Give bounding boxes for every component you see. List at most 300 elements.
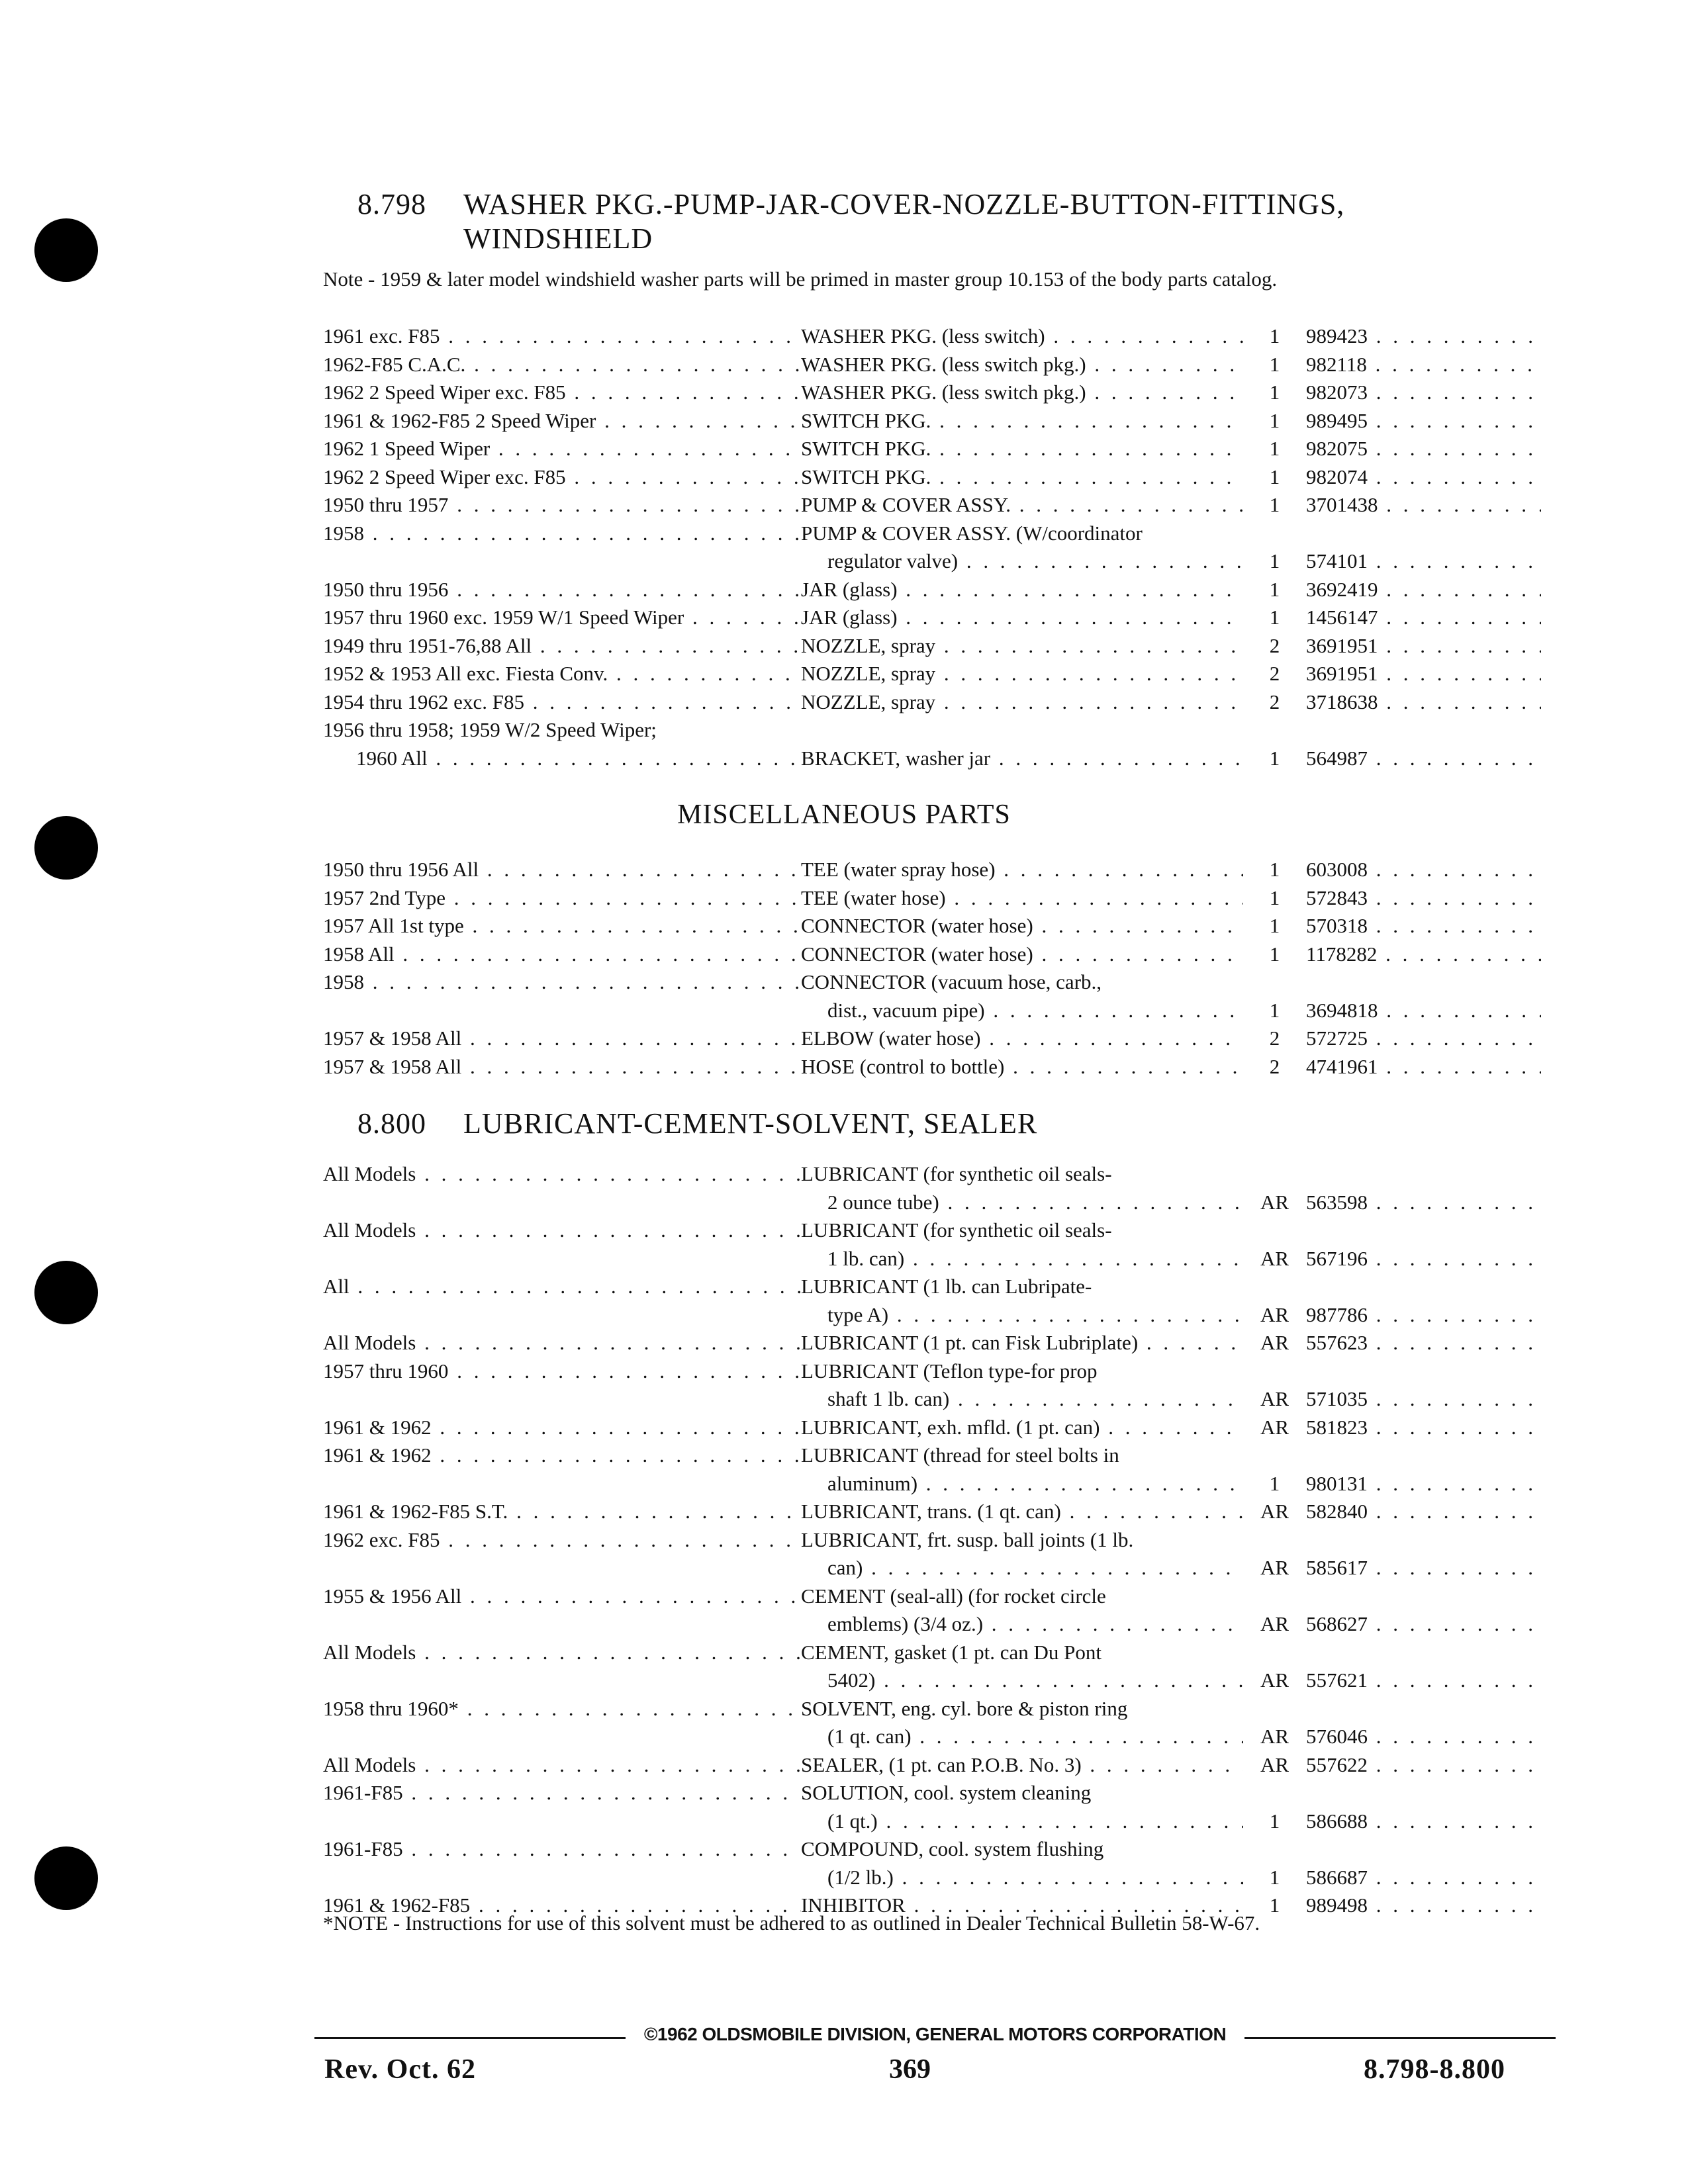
- quantity-cell: [1243, 1329, 1306, 1357]
- model-line: [323, 463, 801, 492]
- part-line: [801, 884, 1243, 913]
- model-cell: [323, 1498, 801, 1526]
- quantity-cell: [1243, 407, 1306, 435]
- model-cell: [323, 688, 801, 717]
- leader-dots: [1368, 1472, 1541, 1495]
- leader-dots: [1368, 858, 1541, 881]
- part-name-cell: [801, 351, 1243, 379]
- part-text: LUBRICANT (thread for steel bolts in: [801, 1443, 1119, 1467]
- table-row: [323, 1024, 1541, 1053]
- part-number-text: 570318: [1306, 914, 1368, 937]
- part-line: [801, 576, 1243, 604]
- model-line: [323, 688, 801, 717]
- table-row: [323, 1639, 1541, 1695]
- leader-dots: [416, 1218, 801, 1242]
- part-text: SOLVENT, eng. cyl. bore & piston ring: [801, 1696, 1128, 1720]
- leader-dots: [980, 1026, 1243, 1050]
- leader-dots: [983, 1612, 1243, 1635]
- misc-parts-table: [323, 856, 1541, 1081]
- part-text: LUBRICANT (1 lb. can Lubripate-: [801, 1275, 1092, 1298]
- leader-dots: [1033, 942, 1243, 966]
- part-line: [801, 856, 1243, 884]
- leader-dots: [958, 549, 1243, 572]
- part-number-cell: [1306, 716, 1541, 772]
- model-cell: [323, 940, 801, 969]
- part-number-text: 586687: [1306, 1865, 1368, 1889]
- part-number-line: [1306, 940, 1541, 969]
- part-line: [801, 1582, 1243, 1611]
- model-cell: [323, 1053, 801, 1081]
- quantity-cell: [1243, 491, 1306, 520]
- part-number-cell: [1306, 940, 1541, 969]
- part-number-line: [1306, 660, 1541, 688]
- part-line: [801, 463, 1243, 492]
- part-line: [801, 912, 1243, 940]
- leader-dots: [935, 634, 1243, 657]
- model-cell: [323, 1526, 801, 1582]
- part-number-cell: [1306, 884, 1541, 913]
- model-line: [323, 1554, 801, 1582]
- part-number-text: 982073: [1306, 381, 1368, 404]
- quantity-cell: [1243, 660, 1306, 688]
- quantity-cell: [1243, 884, 1306, 913]
- leader-dots: [465, 353, 801, 376]
- part-line: [801, 1329, 1243, 1357]
- part-number-text: 982118: [1306, 352, 1367, 376]
- quantity-text: 1: [1269, 324, 1280, 347]
- quantity-text: AR: [1260, 1500, 1289, 1523]
- part-line: [801, 1526, 1243, 1555]
- part-name-cell: [801, 1751, 1243, 1780]
- model-line: [323, 1053, 801, 1081]
- table-row: [323, 1582, 1541, 1639]
- quantity-text: 1: [1269, 493, 1280, 516]
- part-line: [801, 1273, 1243, 1301]
- table-row: [323, 407, 1541, 435]
- leader-dots: [912, 1725, 1243, 1748]
- model-line: [323, 1189, 801, 1217]
- model-cell: [323, 407, 801, 435]
- quantity-text: 1: [1269, 408, 1280, 432]
- quantity-cell: [1243, 1582, 1306, 1639]
- leader-dots: [904, 1247, 1243, 1270]
- leader-dots: [949, 1387, 1243, 1410]
- leader-dots: [878, 1809, 1243, 1833]
- part-text: (1 qt. can): [827, 1725, 912, 1748]
- part-number-line: [1306, 1554, 1541, 1582]
- table-row: [323, 1053, 1541, 1081]
- quantity-text: 2: [1269, 1054, 1280, 1078]
- model-cell: [323, 912, 801, 940]
- part-line: [801, 1053, 1243, 1081]
- quantity-text: 1: [1269, 549, 1280, 572]
- part-name-cell: [801, 884, 1243, 913]
- model-cell: [323, 1835, 801, 1891]
- binder-hole-4: [34, 1846, 98, 1910]
- model-line: [323, 576, 801, 604]
- part-name-cell: [801, 1582, 1243, 1639]
- quantity-cell: [1243, 379, 1306, 407]
- leader-dots: [1368, 1556, 1541, 1579]
- part-number-text: 989423: [1306, 324, 1368, 347]
- leader-dots: [1368, 549, 1541, 572]
- model-line: [323, 745, 801, 773]
- revision-date: Rev. Oct. 62: [324, 2054, 476, 2085]
- model-line: [323, 632, 801, 660]
- leader-dots: [524, 690, 801, 713]
- model-cell: [323, 351, 801, 379]
- part-number-cell: [1306, 660, 1541, 688]
- model-text: 1958: [323, 521, 364, 545]
- part-text: SWITCH PKG.: [801, 437, 931, 460]
- leader-dots: [1368, 1247, 1541, 1270]
- model-line: [323, 520, 801, 548]
- quantity-text: AR: [1260, 1752, 1289, 1776]
- leader-dots: [432, 1416, 801, 1439]
- quantity-text: 1: [1269, 1865, 1280, 1889]
- part-number-text: 572725: [1306, 1026, 1368, 1050]
- part-number-line: [1306, 435, 1541, 463]
- part-number-text: 989495: [1306, 408, 1368, 432]
- part-text: type A): [827, 1302, 889, 1326]
- model-text: 1961 & 1962-F85 2 Speed Wiper: [323, 408, 596, 432]
- part-number-text: 557621: [1306, 1668, 1368, 1692]
- part-number-cell: [1306, 912, 1541, 940]
- part-line: [801, 1441, 1243, 1470]
- part-text: (1 qt.): [827, 1809, 878, 1833]
- model-text: 1958: [323, 970, 364, 993]
- leader-dots: [996, 858, 1243, 881]
- quantity-cell: [1243, 1160, 1306, 1216]
- model-line: [323, 604, 801, 632]
- leader-dots: [1377, 942, 1541, 966]
- leader-dots: [1368, 1866, 1541, 1889]
- part-number-line: [1306, 1723, 1541, 1751]
- quantity-text: 2: [1269, 1026, 1280, 1050]
- part-text: SWITCH PKG.: [801, 408, 931, 432]
- table-row: [323, 912, 1541, 940]
- leader-dots: [461, 1055, 801, 1078]
- part-name-cell: [801, 604, 1243, 632]
- part-line: [801, 1216, 1243, 1245]
- leader-dots: [684, 606, 801, 629]
- model-text: 1957 & 1958 All: [323, 1026, 462, 1050]
- model-text: 1962 2 Speed Wiper exc. F85: [323, 381, 566, 404]
- part-number-cell: [1306, 1498, 1541, 1526]
- part-text: dist., vacuum pipe): [827, 998, 985, 1022]
- copyright-text: ©1962 OLDSMOBILE DIVISION, GENERAL MOTORS CORPORATION: [626, 2024, 1244, 2045]
- model-cell: [323, 1357, 801, 1414]
- model-line: [323, 1723, 801, 1751]
- table-row: [323, 576, 1541, 604]
- part-name-cell: [801, 1216, 1243, 1273]
- model-text: 1949 thru 1951-76,88 All: [323, 633, 532, 657]
- part-text: CONNECTOR (water hose): [801, 914, 1033, 937]
- part-number-text: 567196: [1306, 1246, 1368, 1270]
- part-number-text: 574101: [1306, 549, 1368, 572]
- part-number-text: 603008: [1306, 858, 1368, 881]
- part-name-cell: [801, 407, 1243, 435]
- part-name-cell: [801, 1357, 1243, 1414]
- part-name-cell: [801, 463, 1243, 492]
- part-line: [801, 547, 1243, 576]
- quantity-text: 1: [1269, 437, 1280, 460]
- quantity-text: 1: [1269, 465, 1280, 488]
- model-text: 1955 & 1956 All: [323, 1584, 462, 1608]
- part-line: [801, 940, 1243, 969]
- part-number-line: [1306, 1498, 1541, 1526]
- leader-dots: [416, 1753, 801, 1776]
- table-row: [323, 716, 1541, 772]
- part-text: NOZZLE, spray: [801, 633, 936, 657]
- leader-dots: [1368, 886, 1541, 909]
- leader-dots: [566, 465, 801, 488]
- part-name-cell: [801, 1160, 1243, 1216]
- part-number-line: [1306, 856, 1541, 884]
- part-name-cell: [801, 1053, 1243, 1081]
- leader-dots: [1138, 1331, 1243, 1354]
- quantity-text: 1: [1269, 998, 1280, 1022]
- leader-dots: [875, 1668, 1243, 1692]
- part-text: SEALER, (1 pt. can P.O.B. No. 3): [801, 1752, 1082, 1776]
- quantity-text: 1: [1269, 352, 1280, 376]
- part-number-line: [1306, 1610, 1541, 1639]
- leader-dots: [1368, 437, 1541, 460]
- part-number-line: [1306, 1189, 1541, 1217]
- part-number-cell: [1306, 1329, 1541, 1357]
- model-cell: [323, 1216, 801, 1273]
- quantity-text: 1: [1269, 577, 1280, 601]
- leader-dots: [1378, 662, 1542, 685]
- leader-dots: [395, 942, 801, 966]
- part-text: TEE (water hose): [801, 886, 946, 909]
- model-line: [323, 322, 801, 351]
- model-cell: [323, 491, 801, 520]
- model-line: [323, 351, 801, 379]
- leader-dots: [1368, 409, 1541, 432]
- part-name-cell: [801, 1414, 1243, 1442]
- leader-dots: [935, 662, 1243, 685]
- model-line: [323, 1414, 801, 1442]
- leader-dots: [931, 465, 1243, 488]
- part-number-text: 3692419: [1306, 577, 1378, 601]
- quantity-cell: [1243, 1273, 1306, 1329]
- model-cell: [323, 322, 801, 351]
- part-line: [801, 1666, 1243, 1695]
- part-number-cell: [1306, 1751, 1541, 1780]
- part-text: LUBRICANT (for synthetic oil seals-: [801, 1162, 1112, 1185]
- part-number-line: [1306, 1807, 1541, 1836]
- model-text: 1961 & 1962-F85: [323, 1893, 471, 1917]
- part-text: PUMP & COVER ASSY.: [801, 493, 1011, 516]
- part-text: regulator valve): [827, 549, 959, 572]
- quantity-cell: [1243, 1216, 1306, 1273]
- model-text: 1962 1 Speed Wiper: [323, 437, 491, 460]
- part-name-cell: [801, 520, 1243, 576]
- part-text: aluminum): [827, 1471, 918, 1495]
- part-number-line: [1306, 351, 1541, 379]
- leader-dots: [416, 1162, 801, 1185]
- leader-dots: [985, 999, 1243, 1022]
- model-text: 1962-F85 C.A.C.: [323, 352, 466, 376]
- leader-dots: [1368, 381, 1541, 404]
- quantity-cell: [1243, 435, 1306, 463]
- model-line: [323, 1695, 801, 1723]
- quantity-cell: [1243, 463, 1306, 492]
- part-line: [801, 1245, 1243, 1273]
- part-number-line: [1306, 745, 1541, 773]
- leader-dots: [1367, 353, 1541, 376]
- model-line: [323, 968, 801, 997]
- part-number-line: [1306, 1864, 1541, 1892]
- part-name-cell: [801, 322, 1243, 351]
- model-cell: [323, 1273, 801, 1329]
- part-number-cell: [1306, 379, 1541, 407]
- model-line: [323, 1329, 801, 1357]
- model-line: [323, 435, 801, 463]
- part-text: INHIBITOR: [801, 1893, 906, 1917]
- part-text: shaft 1 lb. can): [827, 1387, 950, 1410]
- model-text: 1961 exc. F85: [323, 324, 440, 347]
- model-line: [323, 716, 801, 745]
- quantity-cell: [1243, 912, 1306, 940]
- table-row: [323, 1779, 1541, 1835]
- model-line: [323, 379, 801, 407]
- part-number-text: 576046: [1306, 1725, 1368, 1748]
- quantity-text: 1: [1269, 746, 1280, 770]
- part-name-cell: [801, 660, 1243, 688]
- leader-dots: [461, 1026, 801, 1050]
- part-number-line: [1306, 1666, 1541, 1695]
- model-cell: [323, 576, 801, 604]
- leader-dots: [931, 409, 1243, 432]
- model-cell: [323, 660, 801, 688]
- model-text: 1962 2 Speed Wiper exc. F85: [323, 465, 566, 488]
- part-number-cell: [1306, 1160, 1541, 1216]
- section-number: 8.798: [357, 188, 426, 220]
- model-text: 1961-F85: [323, 1837, 403, 1860]
- part-line: [801, 745, 1243, 773]
- part-text: WASHER PKG. (less switch pkg.): [801, 352, 1086, 376]
- part-number-line: [1306, 632, 1541, 660]
- quantity-text: 1: [1269, 606, 1280, 629]
- leader-dots: [1368, 1753, 1541, 1776]
- quantity-cell: [1243, 520, 1306, 576]
- quantity-text: 1: [1269, 1809, 1280, 1833]
- part-line: [801, 1723, 1243, 1751]
- model-cell: [323, 1751, 801, 1780]
- quantity-cell: [1243, 940, 1306, 969]
- model-text: 1957 2nd Type: [323, 886, 445, 909]
- quantity-text: 1: [1269, 1471, 1280, 1495]
- leader-dots: [448, 578, 801, 601]
- part-line: [801, 716, 1243, 745]
- quantity-text: 1: [1269, 942, 1280, 966]
- part-number-line: [1306, 379, 1541, 407]
- part-number-line: [1306, 576, 1541, 604]
- model-cell: [323, 1329, 801, 1357]
- leader-dots: [1368, 1387, 1541, 1410]
- part-text: 1 lb. can): [827, 1246, 905, 1270]
- leader-dots: [1082, 1753, 1243, 1776]
- quantity-cell: [1243, 1357, 1306, 1414]
- part-text: LUBRICANT, trans. (1 qt. can): [801, 1500, 1061, 1523]
- part-line: [801, 997, 1243, 1025]
- model-text: All Models: [323, 1640, 416, 1664]
- table-row: [323, 1498, 1541, 1526]
- leader-dots: [459, 1697, 801, 1720]
- quantity-cell: [1243, 1835, 1306, 1891]
- table-row: [323, 1695, 1541, 1751]
- model-text: All: [323, 1275, 350, 1298]
- model-cell: [323, 716, 801, 772]
- table-row: [323, 1751, 1541, 1780]
- model-cell: [323, 604, 801, 632]
- part-name-cell: [801, 940, 1243, 969]
- leader-dots: [1368, 1303, 1541, 1326]
- leader-dots: [403, 1837, 801, 1860]
- footnote: *NOTE - Instructions for use of this solvent must be adhered to as outlined in Dealer Technical Bulletin 58-W-67.: [323, 1911, 1260, 1934]
- part-text: CEMENT, gasket (1 pt. can Du Pont: [801, 1640, 1102, 1664]
- part-text: 2 ounce tube): [827, 1190, 939, 1214]
- model-line: [323, 1807, 801, 1836]
- model-line: [323, 940, 801, 969]
- part-number-cell: [1306, 1835, 1541, 1891]
- leader-dots: [917, 1472, 1243, 1495]
- part-number-text: 3694818: [1306, 998, 1378, 1022]
- leader-dots: [432, 1443, 801, 1467]
- quantity-text: 2: [1269, 690, 1280, 713]
- quantity-text: AR: [1260, 1387, 1289, 1410]
- part-number-text: 571035: [1306, 1387, 1368, 1410]
- model-line: [323, 1751, 801, 1780]
- quantity-text: 1: [1269, 1893, 1280, 1917]
- part-number-text: 980131: [1306, 1471, 1368, 1495]
- model-line: [323, 1441, 801, 1470]
- quantity-cell: [1243, 716, 1306, 772]
- leader-dots: [608, 662, 801, 685]
- part-number-line: [1306, 1385, 1541, 1414]
- part-number-line: [1306, 688, 1541, 717]
- part-number-line: [1306, 407, 1541, 435]
- part-text: SWITCH PKG.: [801, 465, 931, 488]
- part-number-text: 582840: [1306, 1500, 1368, 1523]
- binder-hole-1: [34, 218, 98, 282]
- table-row: [323, 1441, 1541, 1498]
- model-text: 1958 thru 1960*: [323, 1696, 459, 1720]
- part-line: [801, 1835, 1243, 1864]
- part-number-text: 987786: [1306, 1302, 1368, 1326]
- leader-dots: [416, 1331, 801, 1354]
- model-cell: [323, 1639, 801, 1695]
- quantity-text: AR: [1260, 1668, 1289, 1692]
- model-text: 1961 & 1962-F85 S.T.: [323, 1500, 508, 1523]
- model-text: All Models: [323, 1331, 416, 1354]
- model-line: [323, 660, 801, 688]
- part-number-cell: [1306, 1441, 1541, 1498]
- leader-dots: [490, 437, 801, 460]
- part-number-cell: [1306, 856, 1541, 884]
- part-line: [801, 407, 1243, 435]
- leader-dots: [566, 381, 801, 404]
- part-line: [801, 1470, 1243, 1498]
- part-line: [801, 1301, 1243, 1330]
- note-text: Note - 1959 & later model windshield washer parts will be primed in master group 10.153 of the body parts catalog.: [323, 267, 1278, 291]
- part-line: [801, 1189, 1243, 1217]
- model-text: 1961 & 1962: [323, 1415, 432, 1439]
- part-text: CONNECTOR (vacuum hose, carb.,: [801, 970, 1102, 993]
- table-row: [323, 1414, 1541, 1442]
